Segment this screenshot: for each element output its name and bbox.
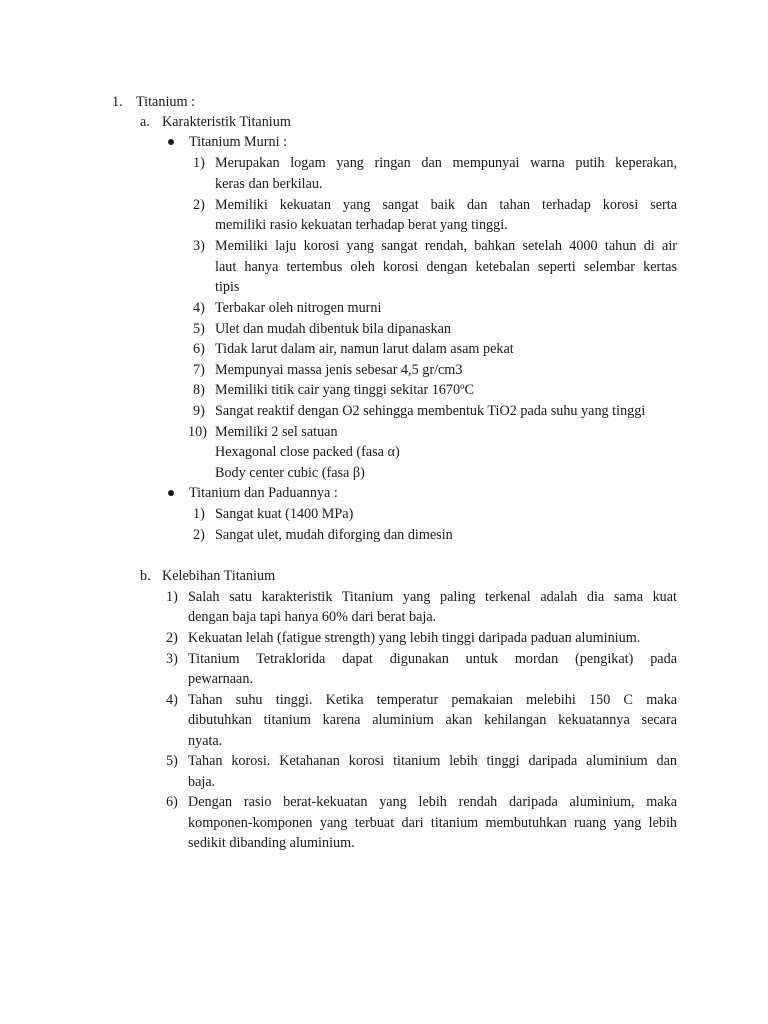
list-number: 2) xyxy=(193,197,205,213)
list-number: 5) xyxy=(193,321,205,337)
list-item-text: Sangat reaktif dengan O2 sehingga membentuk TiO2 pada suhu yang tinggi xyxy=(215,403,646,419)
list-item-text: Memiliki kekuatan yang sangat baik dan tahan terhadap korosi serta xyxy=(215,197,677,213)
subsection-title: Kelebihan Titanium xyxy=(162,568,276,584)
list-item-text: Hexagonal close packed (fasa α) xyxy=(215,444,400,460)
bullet-icon xyxy=(168,490,174,496)
list-number: 4) xyxy=(166,692,178,708)
list-number: 1) xyxy=(193,506,205,522)
list-number: 9) xyxy=(193,403,205,419)
list-item-text: keras dan berkilau. xyxy=(215,176,323,192)
list-item-text: Terbakar oleh nitrogen murni xyxy=(215,300,382,316)
list-item-text: Tidak larut dalam air, namun larut dalam asam pekat xyxy=(215,341,514,357)
bullet-icon xyxy=(168,139,174,145)
list-item-text: Mempunyai massa jenis sebesar 4,5 gr/cm3 xyxy=(215,362,463,378)
list-number: 6) xyxy=(166,794,178,810)
section-title: Titanium : xyxy=(136,94,196,110)
list-item-text: Sangat ulet, mudah diforging dan dimesin xyxy=(215,527,453,543)
list-number: 2) xyxy=(193,527,205,543)
list-item-text: sedikit dibanding aluminium. xyxy=(188,835,355,851)
list-item-text: Ulet dan mudah dibentuk bila dipanaskan xyxy=(215,321,452,337)
list-item-text: nyata. xyxy=(188,733,223,749)
list-number: 10) xyxy=(188,424,207,440)
subsection-title: Karakteristik Titanium xyxy=(162,114,291,130)
list-item-text: Tahan suhu tinggi. Ketika temperatur pemakaian melebihi 150 C maka xyxy=(188,692,677,708)
list-item-text: Salah satu karakteristik Titanium yang paling terkenal adalah dia sama kuat xyxy=(188,589,677,605)
group-title: Titanium dan Paduannya : xyxy=(189,485,338,501)
subsection-label: a. xyxy=(140,114,150,130)
list-item-text: dibutuhkan titanium karena aluminium akan kehilangan kekuatannya secara xyxy=(188,712,677,728)
list-item-text: Memiliki titik cair yang tinggi sekitar 1670ºC xyxy=(215,382,474,398)
group-title: Titanium Murni : xyxy=(189,134,288,150)
list-number: 3) xyxy=(166,651,178,667)
list-item-text: Body center cubic (fasa β) xyxy=(215,465,365,481)
list-item-text: Memiliki laju korosi yang sangat rendah, bahkan setelah 4000 tahun di air xyxy=(215,238,677,254)
list-item-text: tipis xyxy=(215,279,240,295)
list-number: 1. xyxy=(112,94,123,110)
list-item-text: Sangat kuat (1400 MPa) xyxy=(215,506,354,522)
list-number: 6) xyxy=(193,341,205,357)
list-number: 1) xyxy=(193,155,205,171)
list-number: 1) xyxy=(166,589,178,605)
list-item-text: baja. xyxy=(188,774,216,790)
list-number: 5) xyxy=(166,753,178,769)
list-item-text: Kekuatan lelah (fatigue strength) yang lebih tinggi daripada paduan aluminium. xyxy=(188,630,641,646)
list-number: 2) xyxy=(166,630,178,646)
list-number: 7) xyxy=(193,362,205,378)
list-item-text: Merupakan logam yang ringan dan mempunyai warna putih keperakan, xyxy=(215,155,677,171)
list-item-text: Titanium Tetraklorida dapat digunakan untuk mordan (pengikat) pada xyxy=(188,651,677,667)
list-item-text: memiliki rasio kekuatan terhadap berat yang tinggi. xyxy=(215,217,508,233)
list-item-text: komponen-komponen yang terbuat dari titanium membutuhkan ruang yang lebih xyxy=(188,815,677,831)
list-item-text: Tahan korosi. Ketahanan korosi titanium lebih tinggi daripada aluminium dan xyxy=(188,753,677,769)
list-item-text: dengan baja tapi hanya 60% dari berat baja. xyxy=(188,609,437,625)
subsection-label: b. xyxy=(140,568,151,584)
list-number: 8) xyxy=(193,382,205,398)
list-item-text: laut hanya tertembus oleh korosi dengan ketebalan seperti selembar kertas xyxy=(215,259,677,275)
list-number: 3) xyxy=(193,238,205,254)
list-item-text: Memiliki 2 sel satuan xyxy=(215,424,338,440)
list-number: 4) xyxy=(193,300,205,316)
list-item-text: Dengan rasio berat-kekuatan yang lebih rendah daripada aluminium, maka xyxy=(188,794,677,810)
list-item-text: pewarnaan. xyxy=(188,671,253,687)
